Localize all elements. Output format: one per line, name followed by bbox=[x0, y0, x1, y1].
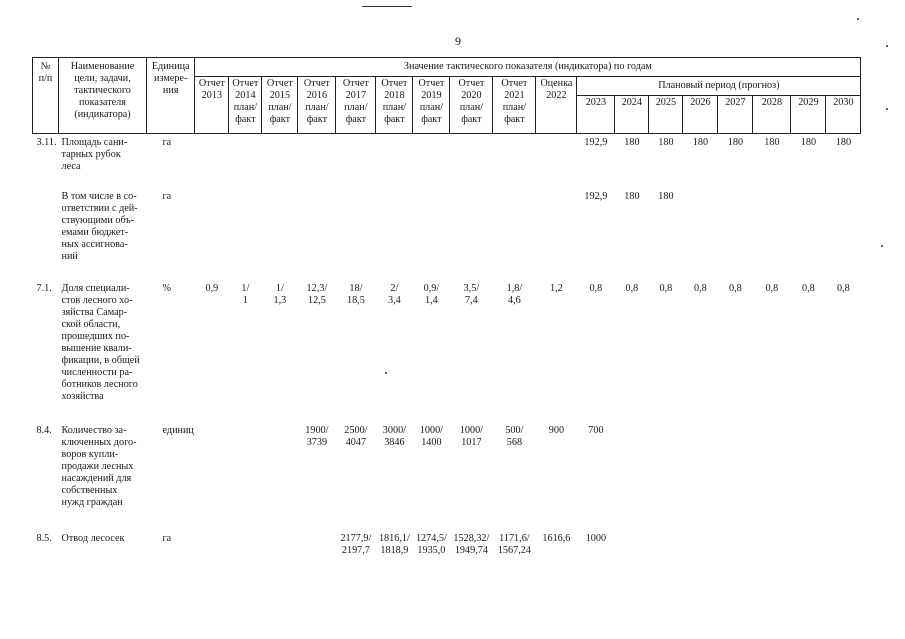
value-cell bbox=[649, 533, 683, 573]
table-row bbox=[33, 533, 861, 573]
value-cell bbox=[493, 191, 536, 283]
value-cell bbox=[195, 425, 229, 533]
header-plan-2025: 2025 bbox=[649, 96, 683, 134]
value-cell bbox=[683, 533, 718, 573]
value-cell: 1/ 1,3 bbox=[273, 283, 287, 307]
value-cell: 180 bbox=[764, 137, 780, 148]
value-cell bbox=[262, 533, 298, 573]
value-cell: 1,2 bbox=[550, 283, 563, 294]
value-cell bbox=[826, 425, 861, 533]
scan-speck bbox=[857, 18, 859, 20]
indicator-name: Отвод лесосек bbox=[61, 533, 125, 544]
value-cell bbox=[336, 134, 376, 192]
row-number: 8.5. bbox=[36, 533, 52, 544]
value-cell: 2500/ 4047 bbox=[344, 425, 368, 449]
value-cell: 12,3/ 12,5 bbox=[306, 283, 328, 307]
value-cell bbox=[536, 134, 577, 192]
value-cell bbox=[493, 134, 536, 192]
value-cell bbox=[229, 533, 262, 573]
unit-cell: % bbox=[162, 283, 171, 294]
value-cell: 0,9 bbox=[205, 283, 219, 294]
value-cell bbox=[413, 191, 450, 283]
value-cell: 900 bbox=[548, 425, 565, 436]
value-cell: 180 bbox=[658, 137, 674, 148]
value-cell: 180 bbox=[800, 137, 817, 148]
header-plan-2023: 2023 bbox=[577, 96, 615, 134]
value-cell bbox=[229, 134, 262, 192]
scan-speck bbox=[886, 108, 888, 110]
value-cell: 180 bbox=[624, 137, 640, 148]
value-cell: 0,8 bbox=[589, 283, 603, 294]
header-number: № п/п bbox=[33, 58, 59, 134]
header-plan-2027: 2027 bbox=[718, 96, 753, 134]
value-cell: 1000/ 1400 bbox=[419, 425, 443, 449]
value-cell bbox=[376, 191, 413, 283]
header-values-group: Значение тактического показателя (индикатора) по годам bbox=[195, 58, 861, 77]
indicator-name: Доля специали- стов лесного хо- зяйства Самар- ской области, прошедших по- вышение квали- фикации, в общей численности ра- ботников лесного хозяйства bbox=[61, 283, 140, 403]
header-plan-2024: 2024 bbox=[615, 96, 649, 134]
value-cell: 0,8 bbox=[837, 283, 850, 294]
value-cell: 180 bbox=[692, 137, 709, 148]
value-cell: 2/ 3,4 bbox=[388, 283, 401, 307]
table-row bbox=[33, 425, 861, 533]
value-cell: 3000/ 3846 bbox=[382, 425, 406, 449]
value-cell bbox=[450, 191, 493, 283]
unit-cell: единиц bbox=[162, 425, 194, 436]
value-cell: 0,8 bbox=[625, 283, 639, 294]
scan-speck bbox=[886, 45, 888, 47]
value-cell bbox=[450, 134, 493, 192]
table-body bbox=[33, 134, 861, 574]
value-cell bbox=[649, 425, 683, 533]
value-cell bbox=[753, 425, 791, 533]
value-cell: 2177,9/ 2197,7 bbox=[340, 533, 372, 557]
header-year-2015: Отчет 2015 план/ факт bbox=[262, 77, 298, 134]
header-year-2013: Отчет 2013 bbox=[195, 77, 229, 134]
value-cell bbox=[718, 533, 753, 573]
value-cell bbox=[683, 191, 718, 283]
value-cell bbox=[298, 533, 336, 573]
value-cell bbox=[195, 533, 229, 573]
value-cell: 0,8 bbox=[694, 283, 707, 294]
header-year-2014: Отчет 2014 план/ факт bbox=[229, 77, 262, 134]
value-cell bbox=[336, 191, 376, 283]
value-cell: 1274,5/ 1935,0 bbox=[415, 533, 447, 557]
header-plan-2029: 2029 bbox=[791, 96, 826, 134]
value-cell: 1000/ 1017 bbox=[459, 425, 483, 449]
value-cell: 180 bbox=[658, 191, 674, 202]
value-cell: 1616,6 bbox=[542, 533, 571, 544]
value-cell bbox=[791, 533, 826, 573]
indicator-name: Количество за- ключенных дого- воров купли- продажи лесных насаждений для собственных нужд граждан bbox=[61, 425, 137, 509]
table-row bbox=[33, 283, 861, 425]
value-cell: 1000 bbox=[585, 533, 607, 544]
indicator-table bbox=[32, 57, 861, 573]
value-cell bbox=[615, 425, 649, 533]
value-cell: 192,9 bbox=[584, 137, 608, 148]
indicator-name: Площадь сани- тарных рубок леса bbox=[61, 137, 128, 173]
value-cell: 0,8 bbox=[659, 283, 673, 294]
table-row bbox=[33, 134, 861, 192]
unit-cell: га bbox=[162, 191, 172, 202]
row-number: 8.4. bbox=[36, 425, 52, 436]
value-cell: 0,8 bbox=[765, 283, 779, 294]
row-number bbox=[33, 191, 59, 283]
value-cell bbox=[298, 191, 336, 283]
value-cell bbox=[615, 533, 649, 573]
value-cell bbox=[376, 134, 413, 192]
value-cell: 180 bbox=[624, 191, 640, 202]
value-cell bbox=[826, 533, 861, 573]
value-cell bbox=[195, 134, 229, 192]
value-cell: 0,8 bbox=[802, 283, 815, 294]
value-cell: 1,8/ 4,6 bbox=[506, 283, 523, 307]
header-name: Наименование цели, задачи, тактического показателя (индикатора) bbox=[59, 58, 147, 134]
header-year-2017: Отчет 2017 план/ факт bbox=[336, 77, 376, 134]
value-cell: 192,9 bbox=[584, 191, 608, 202]
value-cell: 180 bbox=[835, 137, 852, 148]
row-number: 7.1. bbox=[36, 283, 52, 294]
value-cell bbox=[718, 191, 753, 283]
header-year-2018: Отчет 2018 план/ факт bbox=[376, 77, 413, 134]
value-cell bbox=[791, 191, 826, 283]
indicator-name: В том числе в со- ответствии с дей- ствующими объ- емами бюджет- ных ассигнова- ний bbox=[61, 191, 138, 263]
value-cell bbox=[683, 425, 718, 533]
header-year-2020: Отчет 2020 план/ факт bbox=[450, 77, 493, 134]
value-cell bbox=[791, 425, 826, 533]
unit-cell: га bbox=[162, 533, 172, 544]
value-cell bbox=[753, 191, 791, 283]
page-number: 9 bbox=[455, 34, 461, 48]
header-estimate-2022: Оценка 2022 bbox=[536, 77, 577, 134]
header-year-2021: Отчет 2021 план/ факт bbox=[493, 77, 536, 134]
value-cell: 1171,6/ 1567,24 bbox=[497, 533, 531, 557]
value-cell bbox=[718, 425, 753, 533]
value-cell bbox=[262, 134, 298, 192]
scan-speck bbox=[881, 245, 883, 247]
value-cell: 1/ 1 bbox=[241, 283, 250, 307]
value-cell bbox=[229, 191, 262, 283]
header-plan-2030: 2030 bbox=[826, 96, 861, 134]
header-plan-2028: 2028 bbox=[753, 96, 791, 134]
value-cell: 180 bbox=[727, 137, 744, 148]
value-cell: 1900/ 3739 bbox=[305, 425, 329, 449]
value-cell: 0,8 bbox=[729, 283, 742, 294]
header-unit: Единица измере- ния bbox=[147, 58, 195, 134]
value-cell: 18/ 18,5 bbox=[346, 283, 365, 307]
value-cell bbox=[298, 134, 336, 192]
value-cell: 1816,1/ 1818,9 bbox=[378, 533, 410, 557]
value-cell bbox=[536, 191, 577, 283]
top-rule bbox=[362, 6, 412, 7]
value-cell bbox=[262, 191, 298, 283]
row-number: 3.11. bbox=[36, 137, 57, 148]
value-cell bbox=[229, 425, 262, 533]
value-cell: 1528,32/ 1949,74 bbox=[453, 533, 490, 557]
value-cell bbox=[826, 191, 861, 283]
value-cell: 0,9/ 1,4 bbox=[423, 283, 440, 307]
value-cell: 3,5/ 7,4 bbox=[463, 283, 480, 307]
value-cell: 500/ 568 bbox=[505, 425, 524, 449]
header-plan-period: Плановый период (прогноз) bbox=[577, 77, 861, 96]
value-cell: 700 bbox=[588, 425, 604, 436]
value-cell bbox=[262, 425, 298, 533]
value-cell bbox=[753, 533, 791, 573]
header-year-2019: Отчет 2019 план/ факт bbox=[413, 77, 450, 134]
header-year-2016: Отчет 2016 план/ факт bbox=[298, 77, 336, 134]
table-row bbox=[33, 191, 861, 283]
header-plan-2026: 2026 bbox=[683, 96, 718, 134]
unit-cell: га bbox=[162, 137, 172, 148]
value-cell bbox=[413, 134, 450, 192]
value-cell bbox=[195, 191, 229, 283]
